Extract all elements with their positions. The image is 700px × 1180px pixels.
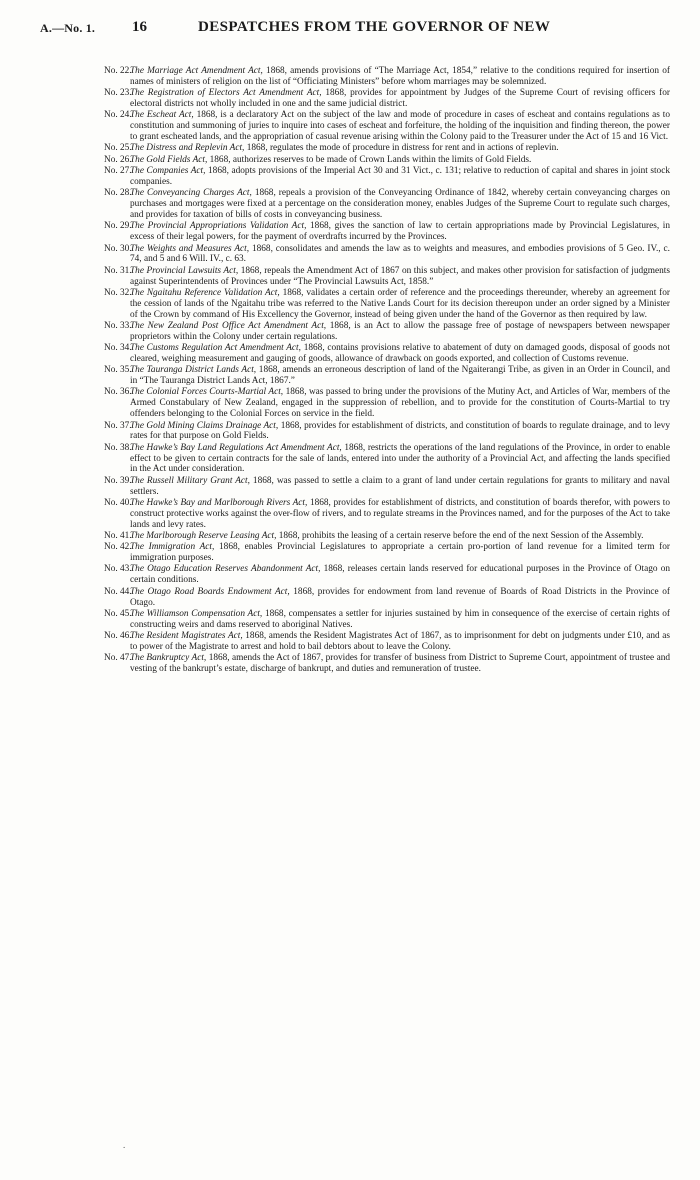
act-title: The Williamson Compensation Act, xyxy=(130,608,263,619)
footer-mark: . xyxy=(123,1140,126,1150)
act-description: 1868, provides for establishment of districts, and constitution of boards to regulate drainage, and to levy rates for that purpose on Gold Fields. xyxy=(130,420,670,442)
act-description: 1868, is a declaratory Act on the subject of the law and mode of procedure in cases of escheat and contains regulations as to constitution and summoning of juries to inquire into cases of escheat and forfeiture, the holding of the inquisition and finding thereon, the power to grant escheated lands, and the appropriation of casual revenue arising within the Colony paid to the Treasurer under the Act of 15 and 16 Vict. xyxy=(130,110,670,143)
entry-number: No. 45. xyxy=(104,608,132,619)
act-entry xyxy=(104,631,670,653)
act-description: 1868, gives the sanction of law to certain appropriations made by Provincial Legislatures, in excess of their legal powers, for the payment of overdrafts incurred by the Provinces. xyxy=(130,221,671,243)
entry-number: No. 34. xyxy=(104,343,132,354)
act-title: The Escheat Act, xyxy=(130,110,194,121)
act-entry xyxy=(104,221,670,243)
entry-number: No. 43. xyxy=(104,564,132,575)
act-description: 1868, prohibits the leasing of a certain reserve before the end of the next Session of the Assembly. xyxy=(278,530,644,541)
running-header xyxy=(40,18,680,40)
act-entry xyxy=(104,498,670,531)
act-description: 1868, validates a certain order of reference and the proceedings thereunder, whereby an agreement for the cession of lands of the Ngaitahu tribe was referred to the Native Lands Court for its decision thereupon under an order signed by a Minister of the Crown by command of His Excellency the Governor, instead of being given under the hand of the Governor as then required by law. xyxy=(130,287,670,320)
act-description: 1868, amends the Act of 1867, provides for transfer of business from District to Supreme Court, appointment of trustee and vesting of the bankrupt’s estate, discharge of bankrupt, and duties and remuneration of trustee. xyxy=(130,653,670,675)
act-title: The Otago Road Boards Endowment Act, xyxy=(130,586,290,597)
act-title: The Immigration Act, xyxy=(130,542,215,553)
act-title: The Weights and Measures Act, xyxy=(130,243,250,254)
entry-number: No. 39. xyxy=(104,475,132,486)
act-entry xyxy=(104,365,670,387)
act-title: The Customs Regulation Act Amendment Act, xyxy=(130,343,301,354)
act-description: 1868, provides for establishment of districts, and constitution of boards therefor, with powers to construct protective works against the over-flow of rivers, and to regulate streams in the Provinces named, and for the purposes of the Act to take lands and levy rates. xyxy=(130,497,670,530)
act-description: 1868, amends the Resident Magistrates Act of 1867, as to imprisonment for debt on judgments under £10, and as to power of the Magistrate to arrest and hold to bail debtors about to leave the Colony. xyxy=(130,631,670,652)
act-title: The Russell Military Grant Act, xyxy=(130,475,250,486)
act-entry xyxy=(104,387,670,420)
act-entry xyxy=(104,531,670,542)
act-title: The Ngaitahu Reference Validation Act, xyxy=(130,287,280,298)
act-description: 1868, provides for appointment by Judges of the Supreme Court of revising officers for electoral districts not wholly included in one and the same judicial district. xyxy=(130,88,670,110)
act-description: 1868, restricts the operations of the land regulations of the Province, in order to enable effect to be given to certain contracts for the sale of lands, entered into under the authority of a Provincial Act, and affecting the lands specified in the Act under consideration. xyxy=(130,442,670,475)
act-entry xyxy=(104,564,670,586)
act-title: The Tauranga District Lands Act, xyxy=(130,365,257,376)
act-entry xyxy=(104,343,670,365)
act-title: The Otago Education Reserves Abandonment Act, xyxy=(130,564,321,575)
entry-number: No. 22. xyxy=(104,66,132,76)
act-entry xyxy=(104,188,670,221)
act-title: The Colonial Forces Courts-Martial Act, xyxy=(130,387,284,398)
act-entry xyxy=(104,609,670,631)
act-description: 1868, consolidates and amends the law as to weights and measures, and embodies provisions of 5 Geo. IV., c. 74, and 5 and 6 Will. IV., c. 63. xyxy=(130,243,671,265)
act-description: 1868, regulates the mode of procedure in distress for rent and in actions of replevin. xyxy=(246,143,559,154)
act-description: 1868, repeals the Amendment Act of 1867 on this subject, and makes other provision for satisfaction of judgments against Superintendents of Provinces under “The Provincial Lawsuits Act, 1858.” xyxy=(130,265,670,287)
act-description: 1868, authorizes reserves to be made of Crown Lands within the limits of Gold Fields. xyxy=(209,154,532,165)
act-entry xyxy=(104,266,670,288)
act-description: 1868, contains provisions relative to abatement of duty on damaged goods, disposal of goods not cleared, weighing measurement and gauging of goods, allowance of drawback on goods exported, and collection of Customs revenue. xyxy=(130,343,670,364)
act-description: 1868, repeals a provision of the Conveyancing Ordinance of 1842, whereby certain conveyancing charges on purchases and mortgages were fixed at a percentage on the consideration money, enables Judges of the Supreme Court to regulate such charges, and provides for taxation of bills of costs in conveyancing business. xyxy=(130,188,670,220)
act-title: The Registration of Electors Act Amendment Act, xyxy=(130,88,322,99)
act-description: 1868, amends an erroneous description of land of the Ngaiterangi Tribe, as given in an Order in Council, and in “The Tauranga District Lands Act, 1867.” xyxy=(130,365,670,387)
act-title: The Distress and Replevin Act, xyxy=(130,143,245,154)
act-title: The Resident Magistrates Act, xyxy=(130,631,243,642)
entry-number: No. 37. xyxy=(104,420,132,431)
act-entry xyxy=(104,244,670,266)
act-description: 1868, releases certain lands reserved for educational purposes in the Province of Otago on certain conditions. xyxy=(130,564,670,586)
entry-number: No. 47. xyxy=(104,653,132,664)
act-entry xyxy=(104,476,670,498)
act-title: The Gold Mining Claims Drainage Act, xyxy=(130,420,279,431)
act-entry xyxy=(104,88,670,110)
entry-number: No. 26. xyxy=(104,154,132,165)
act-entry xyxy=(104,288,670,321)
act-title: The Hawke’s Bay and Marlborough Rivers Act, xyxy=(130,497,308,508)
entry-number: No. 44. xyxy=(104,586,132,597)
act-entry xyxy=(104,653,670,675)
act-entry xyxy=(104,321,670,343)
entry-number: No. 35. xyxy=(104,365,132,376)
act-title: The Marlborough Reserve Leasing Act, xyxy=(130,530,277,541)
act-title: The Gold Fields Act, xyxy=(130,154,208,165)
act-entry xyxy=(104,443,670,476)
entry-number: No. 23. xyxy=(104,88,132,99)
entry-number: No. 38. xyxy=(104,442,132,453)
act-title: The Hawke’s Bay Land Regulations Act Amendment Act, xyxy=(130,442,342,453)
act-description: 1868, adopts provisions of the Imperial Act 30 and 31 Vict., c. 131; relative to reduction of capital and shares in joint stock companies. xyxy=(130,166,670,187)
entry-number: No. 30. xyxy=(104,243,132,254)
act-entry xyxy=(104,587,670,609)
act-title: The Bankruptcy Act, xyxy=(130,653,207,664)
act-description: 1868, provides for endowment from land revenue of Boards of Road Districts in the Province of Otago. xyxy=(130,586,671,608)
act-entry xyxy=(104,110,670,143)
entry-number: No. 25. xyxy=(104,143,132,154)
act-title: The Marriage Act Amendment Act, xyxy=(130,66,263,76)
entry-number: No. 41. xyxy=(104,530,132,541)
act-description: 1868, is an Act to allow the passage free of postage of newspapers between newspaper proprietors within the Colony under certain regulations. xyxy=(130,320,670,342)
act-description: 1868, was passed to settle a claim to a grant of land under certain regulations for grants to military and naval settlers. xyxy=(130,475,670,497)
act-description: 1868, compensates a settler for injuries sustained by him in consequence of the exercise of certain rights of constructing weirs and dams reserved to aboriginal Natives. xyxy=(130,608,670,630)
page-title: DESPATCHES FROM THE GOVERNOR OF NEW xyxy=(198,19,551,35)
act-title: The Conveyancing Charges Act, xyxy=(130,188,252,199)
act-title: The Provincial Lawsuits Act, xyxy=(130,265,239,276)
entry-number: No. 33. xyxy=(104,320,132,331)
entry-number: No. 40. xyxy=(104,497,132,508)
entry-number: No. 31. xyxy=(104,265,132,276)
act-description: 1868, amends provisions of “The Marriage Act, 1854,” relative to the conditions required for insertion of names of ministers of religion on the list of “Officiating Ministers” before whom marriages may be solemnized. xyxy=(130,66,670,87)
entry-number: No. 24. xyxy=(104,110,132,121)
page-number: 16 xyxy=(132,19,147,35)
act-title: The Provincial Appropriations Validation Act, xyxy=(130,221,307,232)
act-entry xyxy=(104,166,670,188)
document-reference: A.—No. 1. xyxy=(40,21,96,35)
act-entry xyxy=(104,155,670,166)
act-description: 1868, enables Provincial Legislatures to appropriate a certain pro-portion of land revenue for a limited term for immigration purposes. xyxy=(130,542,671,564)
entry-number: No. 28. xyxy=(104,188,132,199)
entry-number: No. 29. xyxy=(104,221,132,232)
act-list xyxy=(104,66,670,675)
entry-number: No. 36. xyxy=(104,387,132,398)
entry-number: No. 42. xyxy=(104,542,132,553)
act-entry xyxy=(104,542,670,564)
act-description: 1868, was passed to bring under the provisions of the Mutiny Act, and Articles of War, members of the Armed Constabulary of New Zealand, engaged in the suppression of rebellion, and to provide for the constitution of Courts-Martial to try offenders belonging to the Colonial Forces on service in the field. xyxy=(130,387,671,420)
entry-number: No. 46. xyxy=(104,631,132,642)
entry-number: No. 27. xyxy=(104,166,132,177)
act-title: The Companies Act, xyxy=(130,166,206,177)
entry-number: No. 32. xyxy=(104,287,132,298)
act-entry xyxy=(104,143,670,154)
act-title: The New Zealand Post Office Act Amendment Act, xyxy=(130,320,327,331)
act-entry xyxy=(104,421,670,443)
act-entry xyxy=(104,66,670,88)
